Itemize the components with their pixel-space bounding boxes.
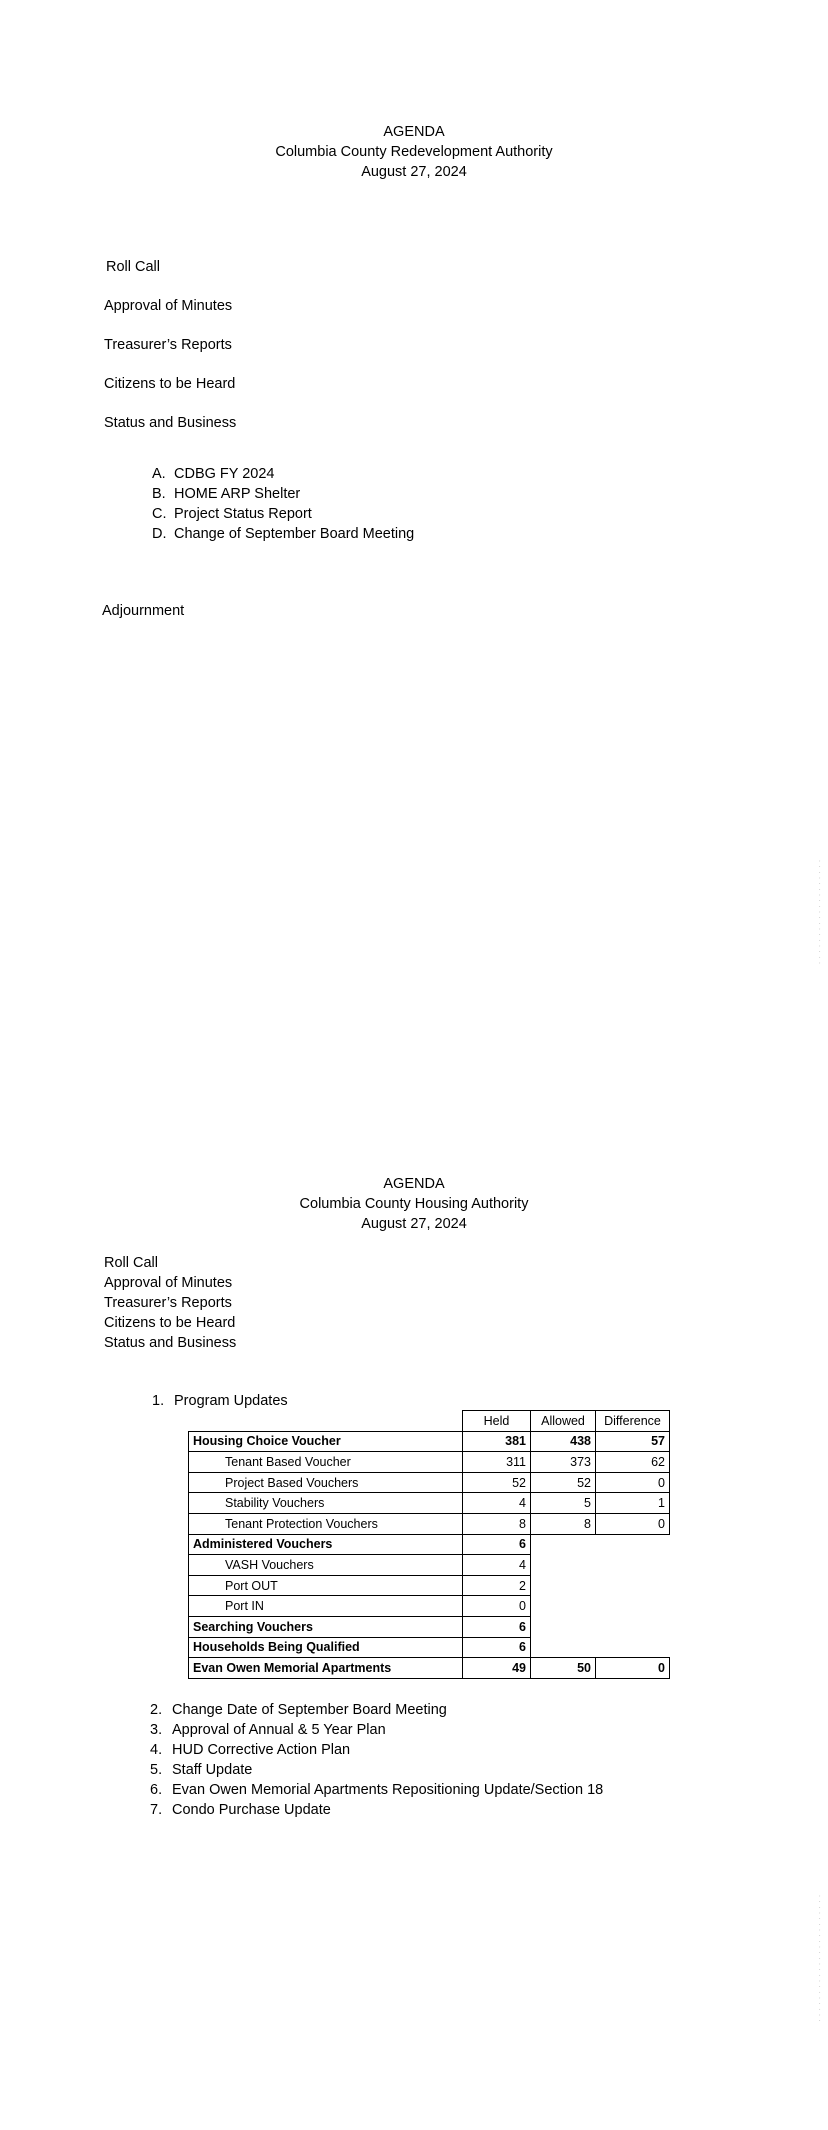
table-row: Searching Vouchers 6 xyxy=(189,1616,670,1637)
table-row: Administered Vouchers 6 xyxy=(189,1534,670,1555)
agenda-item-roll-call: Roll Call xyxy=(104,1255,158,1271)
list-item: B. HOME ARP Shelter xyxy=(152,486,301,502)
list-item: 1. Program Updates xyxy=(152,1393,288,1409)
agenda-item-treasurers-reports: Treasurer’s Reports xyxy=(104,337,232,353)
agenda-item-treasurers-reports: Treasurer’s Reports xyxy=(104,1295,232,1311)
column-header-allowed: Allowed xyxy=(531,1411,596,1432)
agenda-item-adjournment: Adjournment xyxy=(102,603,185,619)
column-header-held: Held xyxy=(463,1411,531,1432)
table-row: Tenant Based Voucher 311 373 62 xyxy=(189,1452,670,1473)
list-item: C. Project Status Report xyxy=(152,506,312,522)
list-item: 3. Approval of Annual & 5 Year Plan xyxy=(150,1722,386,1738)
agenda-item-citizens-to-be-heard: Citizens to be Heard xyxy=(104,1315,236,1331)
table-row: Stability Vouchers 4 5 1 xyxy=(189,1493,670,1514)
table-row: Port IN 0 xyxy=(189,1596,670,1617)
agenda-header-redevelopment xyxy=(0,122,828,182)
list-item: 6. Evan Owen Memorial Apartments Repositioning Update/Section 18 xyxy=(150,1782,604,1798)
table-row: VASH Vouchers 4 xyxy=(189,1555,670,1576)
agenda-title: AGENDA xyxy=(383,124,445,140)
organization-name: Columbia County Housing Authority xyxy=(299,1196,529,1212)
list-item: 4. HUD Corrective Action Plan xyxy=(150,1742,351,1758)
agenda-header-housing xyxy=(0,1174,828,1234)
column-header-difference: Difference xyxy=(596,1411,670,1432)
agenda-item-status-and-business: Status and Business xyxy=(104,415,237,431)
list-item: 7. Condo Purchase Update xyxy=(150,1802,331,1818)
organization-name: Columbia County Redevelopment Authority xyxy=(275,144,553,160)
agenda-item-approval-of-minutes: Approval of Minutes xyxy=(104,1275,233,1291)
agenda-item-status-and-business: Status and Business xyxy=(104,1335,237,1351)
meeting-date: August 27, 2024 xyxy=(361,164,467,180)
table-row: Project Based Vouchers 52 52 0 xyxy=(189,1472,670,1493)
table-row: Housing Choice Voucher 381 438 57 xyxy=(189,1431,670,1452)
list-item: 2. Change Date of September Board Meeting xyxy=(150,1702,447,1718)
table-header-row xyxy=(189,1411,670,1432)
list-item: A. CDBG FY 2024 xyxy=(152,466,275,482)
list-item: 5. Staff Update xyxy=(150,1762,253,1778)
list-item: D. Change of September Board Meeting xyxy=(152,526,415,542)
meeting-date: August 27, 2024 xyxy=(361,1216,467,1232)
agenda-items-housing xyxy=(104,1253,236,1353)
status-business-sublist xyxy=(152,464,414,544)
table-row: Port OUT 2 xyxy=(189,1575,670,1596)
agenda-item-roll-call: Roll Call xyxy=(106,259,160,275)
table-row: Households Being Qualified 6 xyxy=(189,1637,670,1658)
program-items-list xyxy=(150,1700,603,1820)
program-updates-label: Program Updates xyxy=(174,1393,288,1409)
table-row: Tenant Protection Vouchers 8 8 0 xyxy=(189,1513,670,1534)
agenda-title: AGENDA xyxy=(383,1176,445,1192)
scan-artifact: · · · · · · · · · · · · · · · · · · · xyxy=(816,860,822,965)
agenda-item-citizens-to-be-heard: Citizens to be Heard xyxy=(104,376,236,392)
table-row: Evan Owen Memorial Apartments 49 50 0 xyxy=(189,1658,670,1679)
program-updates-table xyxy=(188,1410,670,1679)
scan-artifact: · · · · · · · · · · · · · · · · · · · · · · · xyxy=(816,1895,822,2023)
agenda-item-approval-of-minutes: Approval of Minutes xyxy=(104,298,233,314)
